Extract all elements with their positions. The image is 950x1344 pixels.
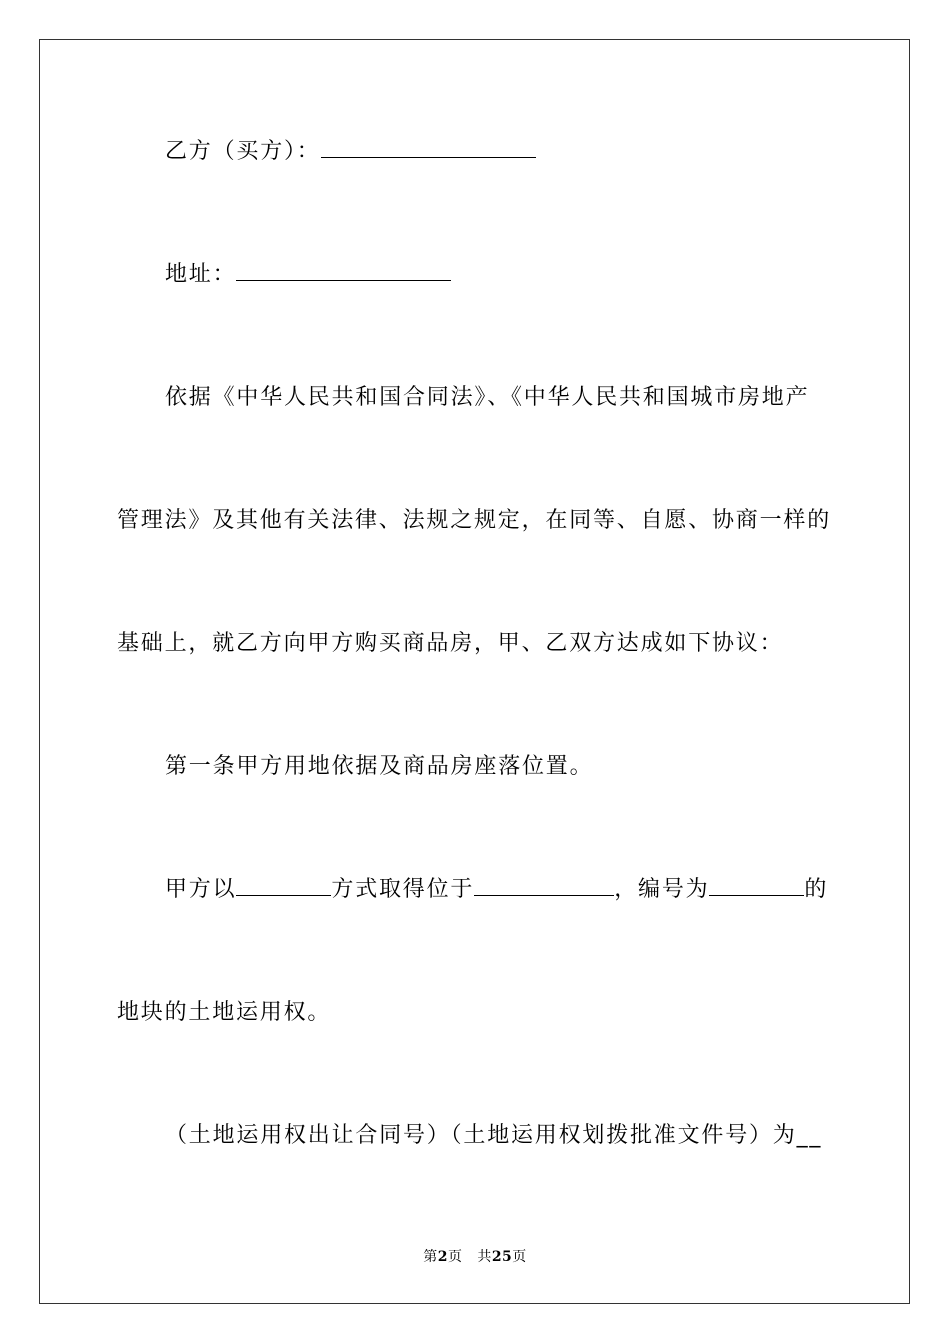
- address-label: 地址：: [165, 262, 237, 287]
- address-blank: [236, 260, 451, 281]
- basis-line-1: 依据《中华人民共和国合同法》、《中华人民共和国城市房地产: [165, 385, 810, 410]
- footer-page-word: 页: [447, 1249, 463, 1265]
- footer-total-suffix: 页: [512, 1249, 527, 1265]
- footer-total-prefix: 共: [477, 1249, 492, 1265]
- address-line: [165, 260, 885, 290]
- footer-current-page: 2: [437, 1249, 448, 1265]
- land-text-4: 的: [804, 877, 829, 902]
- land-text-1: 甲方以: [165, 877, 237, 902]
- article-1-title: 第一条甲方用地依据及商品房座落位置。: [165, 754, 594, 779]
- page-frame: [39, 39, 910, 1304]
- footer-total-pages: 25: [491, 1249, 513, 1265]
- number-blank: [709, 875, 804, 896]
- buyer-line: [165, 137, 885, 167]
- footer-prefix: 第: [423, 1249, 438, 1265]
- basis-line-3: 基础上，就乙方向甲方购买商品房，甲、乙双方达成如下协议：: [117, 631, 784, 656]
- land-text-2: 方式取得位于: [331, 877, 475, 902]
- contract-line: （土地运用权出让合同号）（土地运用权划拨批准文件号）为__: [165, 1123, 823, 1148]
- land-line-2: 地块的土地运用权。: [117, 1000, 332, 1025]
- land-line-1: [165, 875, 885, 905]
- buyer-label: 乙方（买方）：: [165, 139, 321, 164]
- land-text-3: ，编号为: [614, 877, 710, 902]
- page-footer: [0, 1248, 950, 1266]
- buyer-blank: [321, 137, 536, 158]
- location-blank: [474, 875, 614, 896]
- method-blank: [236, 875, 331, 896]
- basis-line-2: 管理法》及其他有关法律、法规之规定，在同等、自愿、协商一样的: [117, 508, 832, 533]
